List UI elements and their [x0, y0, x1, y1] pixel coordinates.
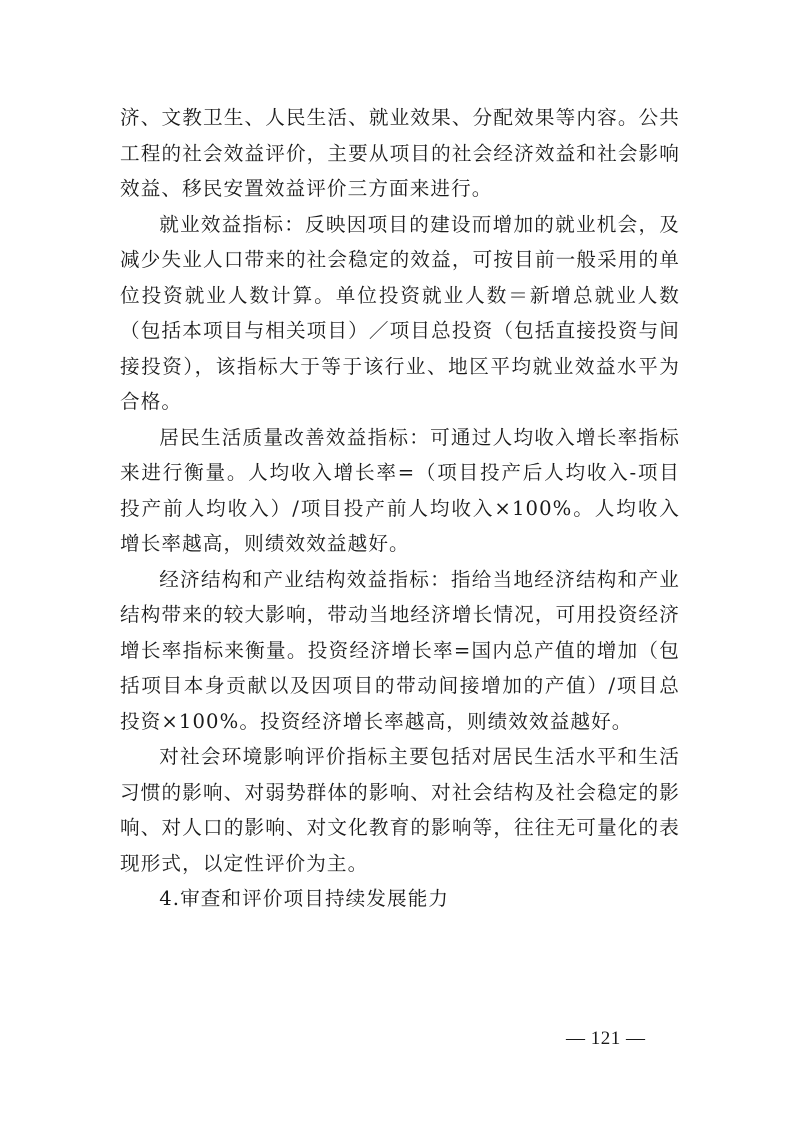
document-body — [120, 100, 680, 917]
page-number: — 121 — — [566, 1028, 646, 1049]
section-heading-sustainability: 4.审查和评价项目持续发展能力 — [159, 887, 450, 910]
paragraph-employment-benefit: 就业效益指标：反映因项目的建设而增加的就业机会，及减少失业人口带来的社会稳定的效益，可按目前一般采用的单位投资就业人数计算。单位投资就业人数＝新增总就业人数（包括本项目与相关项目）／项目总投资（包括直接投资与间接投资），该指标大于等于该行业、地区平均就业效益水平为合格。 — [120, 212, 680, 413]
paragraph-continuation: 济、文教卫生、人民生活、就业效果、分配效果等内容。公共工程的社会效益评价，主要从项目的社会经济效益和社会影响效益、移民安置效益评价三方面来进行。 — [120, 106, 680, 200]
paragraph-social-environment: 对社会环境影响评价指标主要包括对居民生活水平和生活习惯的影响、对弱势群体的影响、对社会结构及社会稳定的影响、对人口的影响、对文化教育的影响等，往往无可量化的表现形式，以定性评价为主。 — [120, 745, 680, 875]
paragraph-economic-structure: 经济结构和产业结构效益指标：指给当地经济结构和产业结构带来的较大影响，带动当地经济增长情况，可用投资经济增长率指标来衡量。投资经济增长率=国内总产值的增加（包括项目本身贡献以及因项目的带动间接增加的产值）/项目总投资×100%。投资经济增长率越高，则绩效效益越好。 — [120, 567, 680, 733]
paragraph-living-quality: 居民生活质量改善效益指标：可通过人均收入增长率指标来进行衡量。人均收入增长率=（项目投产后人均收入-项目投产前人均收入）/项目投产前人均收入×100%。人均收入增长率越高，则绩效效益越好。 — [120, 425, 680, 555]
